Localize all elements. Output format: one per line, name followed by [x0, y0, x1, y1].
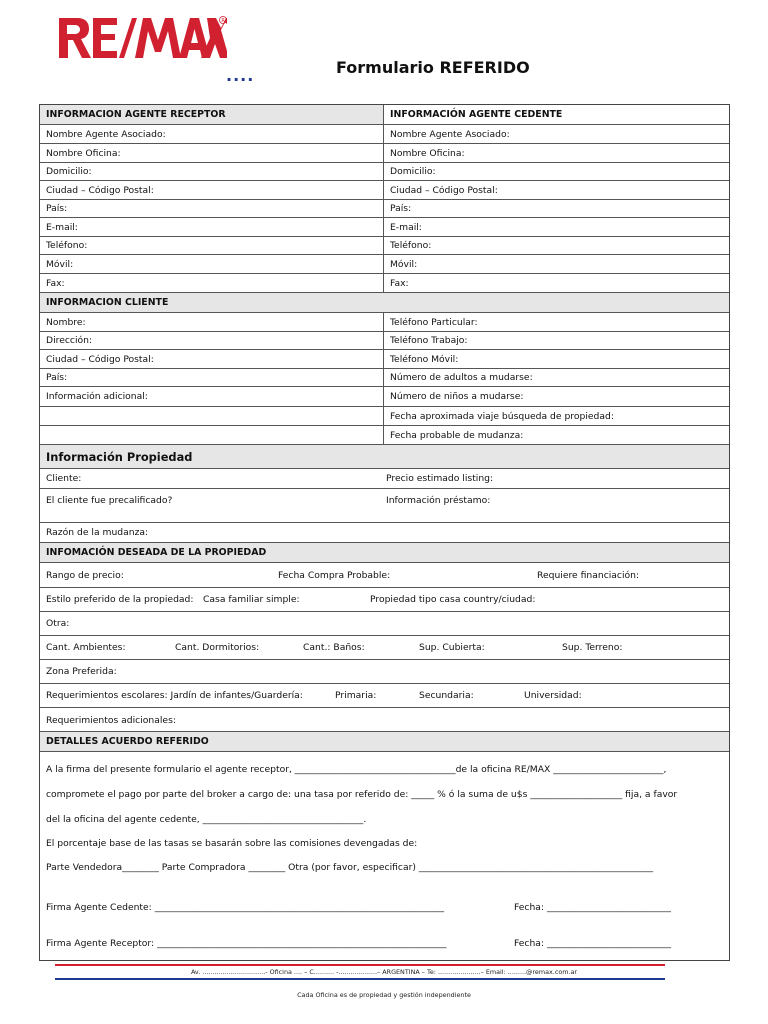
cedente-field[interactable]: Nombre Oficina: [390, 147, 465, 159]
client-row [40, 350, 729, 369]
cedente-field[interactable]: Domicilio: [390, 166, 436, 177]
footer-red-line [55, 964, 665, 966]
client-field[interactable]: Fecha aproximada viaje búsqueda de propiedad: [390, 410, 614, 422]
property-row [40, 489, 729, 523]
receptor-field[interactable]: Domicilio: [40, 163, 384, 180]
agreement-line-5[interactable]: Parte Vendedora________ Parte Compradora ________ Otra (por favor, especificar) ___________________________________________________ [46, 862, 654, 873]
receptor-field[interactable]: Nombre Agente Asociado: [40, 125, 384, 143]
receptor-section-title: INFORMACION AGENTE RECEPTOR [40, 105, 384, 124]
precio-field[interactable]: Precio estimado listing: [386, 473, 494, 484]
fecha-receptor-field[interactable]: Fecha: ___________________________ [514, 938, 671, 949]
client-row [40, 387, 729, 407]
footer-blue-line [55, 978, 665, 980]
financiacion-field[interactable]: Requiere financiación: [537, 570, 640, 581]
cedente-field[interactable]: E-mail: [390, 221, 422, 233]
agent-row [40, 237, 729, 255]
agent-row [40, 163, 729, 181]
client-header-row [40, 293, 729, 313]
property-header-row [40, 445, 729, 469]
client-field[interactable]: Nombre: [40, 313, 384, 331]
banos-field[interactable]: Cant.: Baños: [303, 642, 365, 653]
secundaria-field[interactable]: Secundaria: [419, 690, 474, 701]
cedente-field[interactable]: Nombre Agente Asociado: [390, 128, 510, 140]
agent-row [40, 255, 729, 274]
agent-row [40, 218, 729, 237]
desired-row [40, 684, 729, 708]
agreement-body [40, 752, 729, 962]
header-dots: .... [226, 66, 255, 85]
property-row [40, 523, 729, 543]
client-section-title: INFORMACION CLIENTE [46, 297, 169, 308]
desired-header-row [40, 543, 729, 563]
desired-row [40, 588, 729, 612]
cedente-field[interactable]: Móvil: [390, 258, 418, 270]
otra-field[interactable]: Otra: [46, 618, 70, 629]
desired-row [40, 636, 729, 660]
cedente-field[interactable]: Ciudad – Código Postal: [390, 184, 498, 196]
desired-row [40, 612, 729, 636]
cedente-field[interactable]: Fax: [390, 277, 409, 289]
estilo-field[interactable]: Estilo preferido de la propiedad: [46, 594, 194, 605]
receptor-field[interactable]: E-mail: [40, 218, 384, 236]
receptor-field[interactable]: País: [40, 200, 384, 217]
fecha-compra-field[interactable]: Fecha Compra Probable: [278, 570, 391, 581]
page-title: Formulario REFERIDO [336, 58, 530, 77]
desired-row [40, 660, 729, 684]
casa-familiar-field[interactable]: Casa familiar simple: [203, 594, 300, 605]
client-row [40, 426, 729, 445]
fecha-cedente-field[interactable]: Fecha: ___________________________ [514, 902, 671, 913]
zona-field[interactable]: Zona Preferida: [46, 666, 117, 677]
client-row [40, 407, 729, 426]
property-section-title: Información Propiedad [46, 449, 193, 464]
client-row [40, 332, 729, 350]
client-field[interactable]: Teléfono Móvil: [390, 353, 459, 365]
client-field[interactable]: Número de adultos a mudarse: [390, 372, 533, 383]
agreement-line-1[interactable]: A la firma del presente formulario el agente receptor, ___________________________________de la oficina RE/MAX ________________________, [46, 764, 667, 775]
agent-row [40, 274, 729, 293]
client-field[interactable]: Información adicional: [40, 387, 384, 406]
client-row [40, 369, 729, 387]
agent-row [40, 144, 729, 163]
country-field[interactable]: Propiedad tipo casa country/ciudad: [370, 594, 536, 605]
client-field[interactable]: Número de niños a mudarse: [390, 391, 524, 402]
agreement-line-3[interactable]: del la oficina del agente cedente, ___________________________________. [46, 814, 367, 825]
receptor-field[interactable]: Fax: [40, 274, 384, 292]
agent-row [40, 125, 729, 144]
cedente-section-title: INFORMACIÓN AGENTE CEDENTE [383, 105, 728, 124]
client-field[interactable]: Fecha probable de mudanza: [390, 429, 524, 441]
receptor-field[interactable]: Ciudad – Código Postal: [40, 181, 384, 199]
receptor-field[interactable]: Nombre Oficina: [40, 144, 384, 162]
cliente-field[interactable]: Cliente: [46, 473, 82, 484]
client-field[interactable]: Dirección: [40, 332, 384, 349]
universidad-field[interactable]: Universidad: [524, 690, 582, 701]
cedente-field[interactable]: Teléfono: [390, 240, 432, 251]
client-row [40, 313, 729, 332]
terreno-field[interactable]: Sup. Terreno: [562, 642, 623, 653]
referral-form [39, 104, 730, 961]
cubierta-field[interactable]: Sup. Cubierta: [419, 642, 485, 653]
client-field[interactable] [40, 426, 384, 444]
agents-header-row [40, 105, 729, 125]
desired-section-title: INFOMACIÓN DESEADA DE LA PROPIEDAD [46, 547, 267, 558]
razon-field[interactable]: Razón de la mudanza: [46, 527, 149, 538]
agreement-line-4: El porcentaje base de las tasas se basarán sobre las comisiones devengadas de: [46, 838, 418, 849]
remax-logo [57, 14, 227, 64]
client-field[interactable]: Teléfono Trabajo: [390, 335, 468, 346]
cedente-field[interactable]: País: [390, 203, 412, 214]
primaria-field[interactable]: Primaria: [335, 690, 377, 701]
agent-row [40, 181, 729, 200]
agreement-header-row [40, 732, 729, 752]
receptor-field[interactable]: Móvil: [40, 255, 384, 273]
desired-row [40, 708, 729, 732]
client-field[interactable] [40, 407, 384, 425]
firma-receptor-field[interactable]: Firma Agente Receptor: _______________________________________________________________ [46, 938, 447, 949]
ambientes-field[interactable]: Cant. Ambientes: [46, 642, 126, 653]
dormitorios-field[interactable]: Cant. Dormitorios: [175, 642, 260, 653]
footer-address: Av. ...............................- Oficina .... – C.......... -...................– ARGENTINA – Te: .....................– Email: .........@remax.com.ar [190, 968, 578, 976]
firma-cedente-field[interactable]: Firma Agente Cedente: _______________________________________________________________ [46, 902, 445, 913]
agent-row [40, 200, 729, 218]
precalificado-field[interactable]: El cliente fue precalificado? [46, 495, 173, 506]
agreement-section-title: DETALLES ACUERDO REFERIDO [46, 736, 209, 747]
svg-text:R: R [221, 17, 225, 24]
property-row [40, 469, 729, 489]
agreement-line-2[interactable]: compromete el pago por parte del broker a cargo de: una tasa por referido de: _____ % ó la suma de u$s ____________________ fija, a favor [46, 789, 678, 800]
client-field[interactable]: Ciudad – Código Postal: [40, 350, 384, 368]
client-field[interactable]: País: [40, 369, 384, 386]
prestamo-field[interactable]: Información préstamo: [386, 495, 491, 506]
footer-note: Cada Oficina es de propiedad y gestión independiente [297, 991, 471, 999]
escolares-field[interactable]: Requerimientos escolares: Jardín de infantes/Guardería: [46, 690, 303, 701]
client-field[interactable]: Teléfono Particular: [390, 316, 478, 328]
desired-row [40, 563, 729, 588]
adicionales-field[interactable]: Requerimientos adicionales: [46, 715, 176, 726]
receptor-field[interactable]: Teléfono: [40, 237, 384, 254]
rango-field[interactable]: Rango de precio: [46, 570, 124, 581]
